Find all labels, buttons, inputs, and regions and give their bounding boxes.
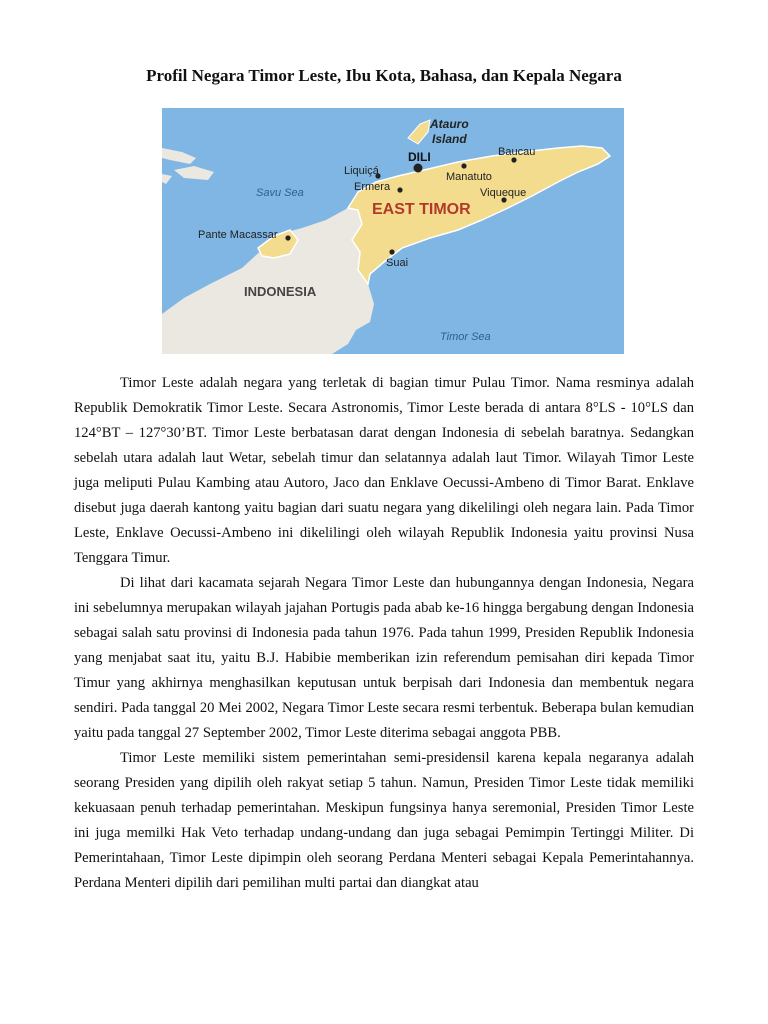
timor-sea-label: Timor Sea <box>440 331 491 343</box>
savu-sea-label: Savu Sea <box>256 187 304 199</box>
map-svg <box>162 108 624 354</box>
island-label: Island <box>432 132 467 146</box>
liquica-label: Liquiçá <box>344 165 379 177</box>
dili-marker <box>414 164 423 173</box>
pante-macassar-marker <box>285 235 290 240</box>
suai-label: Suai <box>386 257 409 269</box>
manatuto-label: Manatuto <box>446 171 492 183</box>
ermera-label: Ermera <box>354 181 391 193</box>
pante-macassar-label: Pante Macassar <box>198 229 278 241</box>
suai-marker <box>389 249 394 254</box>
paragraph: Timor Leste memiliki sistem pemerintahan semi-presidensil karena kepala negaranya adalah seorang Presiden yang dipilih oleh rakyat setiap 5 tahun. Namun, Presiden Timor Leste tidak memiliki kekuasaan penuh terhadap pemerintahan. Meskipun fungsinya hanya seremonial, Presiden Timor Leste ini juga memilki Hak Veto terhadap undang-undang dan juga sebagai Pemimpin Tertinggi Militer. Di Pemerintahaan, Timor Leste dipimpin oleh seorang Perdana Menteri sebagai Kepala Pemerintahannya. Perdana Menteri dipilih dari pemilihan multi partai dan diangkat atau <box>74 750 694 891</box>
east-timor-label: EAST TIMOR <box>372 201 471 218</box>
baucau-marker <box>511 157 516 162</box>
indonesia-label: INDONESIA <box>244 284 317 299</box>
dili-label: DILI <box>408 150 431 164</box>
paragraph: Timor Leste adalah negara yang terletak di bagian timur Pulau Timor. Nama resminya adalah Republik Demokratik Timor Leste. Secara Astronomis, Timor Leste berada di antara 8°LS - 10°LS dan 124°BT – 127°30’BT. Timor Leste berbatasan darat dengan Indonesia di sebelah baratnya. Sedangkan sebelah utara adalah laut Wetar, sebelah timur dan selatannya adalah laut Timor. Wilayah Timor Leste juga meliputi Pulau Kambing atau Autoro, Jaco dan Enklave Oecussi-Ambeno di Timor Barat. Enklave disebut juga daerah kantong yaitu bagian dari suatu negara yang dikelilingi oleh negara lain. Pada Timor Leste, Enklave Oecussi-Ambeno ini dikelilingi oleh wilayah Republik Indonesia yaitu provinsi Nusa Tenggara Timur. <box>74 375 694 566</box>
ermera-marker <box>397 187 402 192</box>
baucau-label: Baucau <box>498 146 536 158</box>
viqueque-label: Viqueque <box>480 187 527 199</box>
paragraph: Di lihat dari kacamata sejarah Negara Timor Leste dan hubungannya dengan Indonesia, Negara ini sebelumnya merupakan wilayah jajahan Portugis pada abab ke-16 hingga bergabung dengan Indonesia sebagai salah satu provinsi di Indonesia pada tahun 1976. Pada tahun 1999, Presiden Republik Indonesia yang menjabat saat itu, yaitu B.J. Habibie memberikan izin referendum pemisahan diri kepada Timor Timur yang akhirnya menghasilkan keputusan untuk berpisah dari Indonesia dan membentuk negara sendiri. Pada tanggal 20 Mei 2002, Negara Timor Leste secara resmi terbentuk. Beberapa bulan kemudian yaitu pada tanggal 27 September 2002, Timor Leste diterima sebagai anggota PBB. <box>74 575 694 741</box>
manatuto-marker <box>461 163 466 168</box>
document-title: Profil Negara Timor Leste, Ibu Kota, Bahasa, dan Kepala Negara <box>146 66 622 85</box>
atauro-label: Atauro <box>430 117 469 131</box>
east-timor-map <box>162 108 624 354</box>
article-body <box>74 371 694 896</box>
